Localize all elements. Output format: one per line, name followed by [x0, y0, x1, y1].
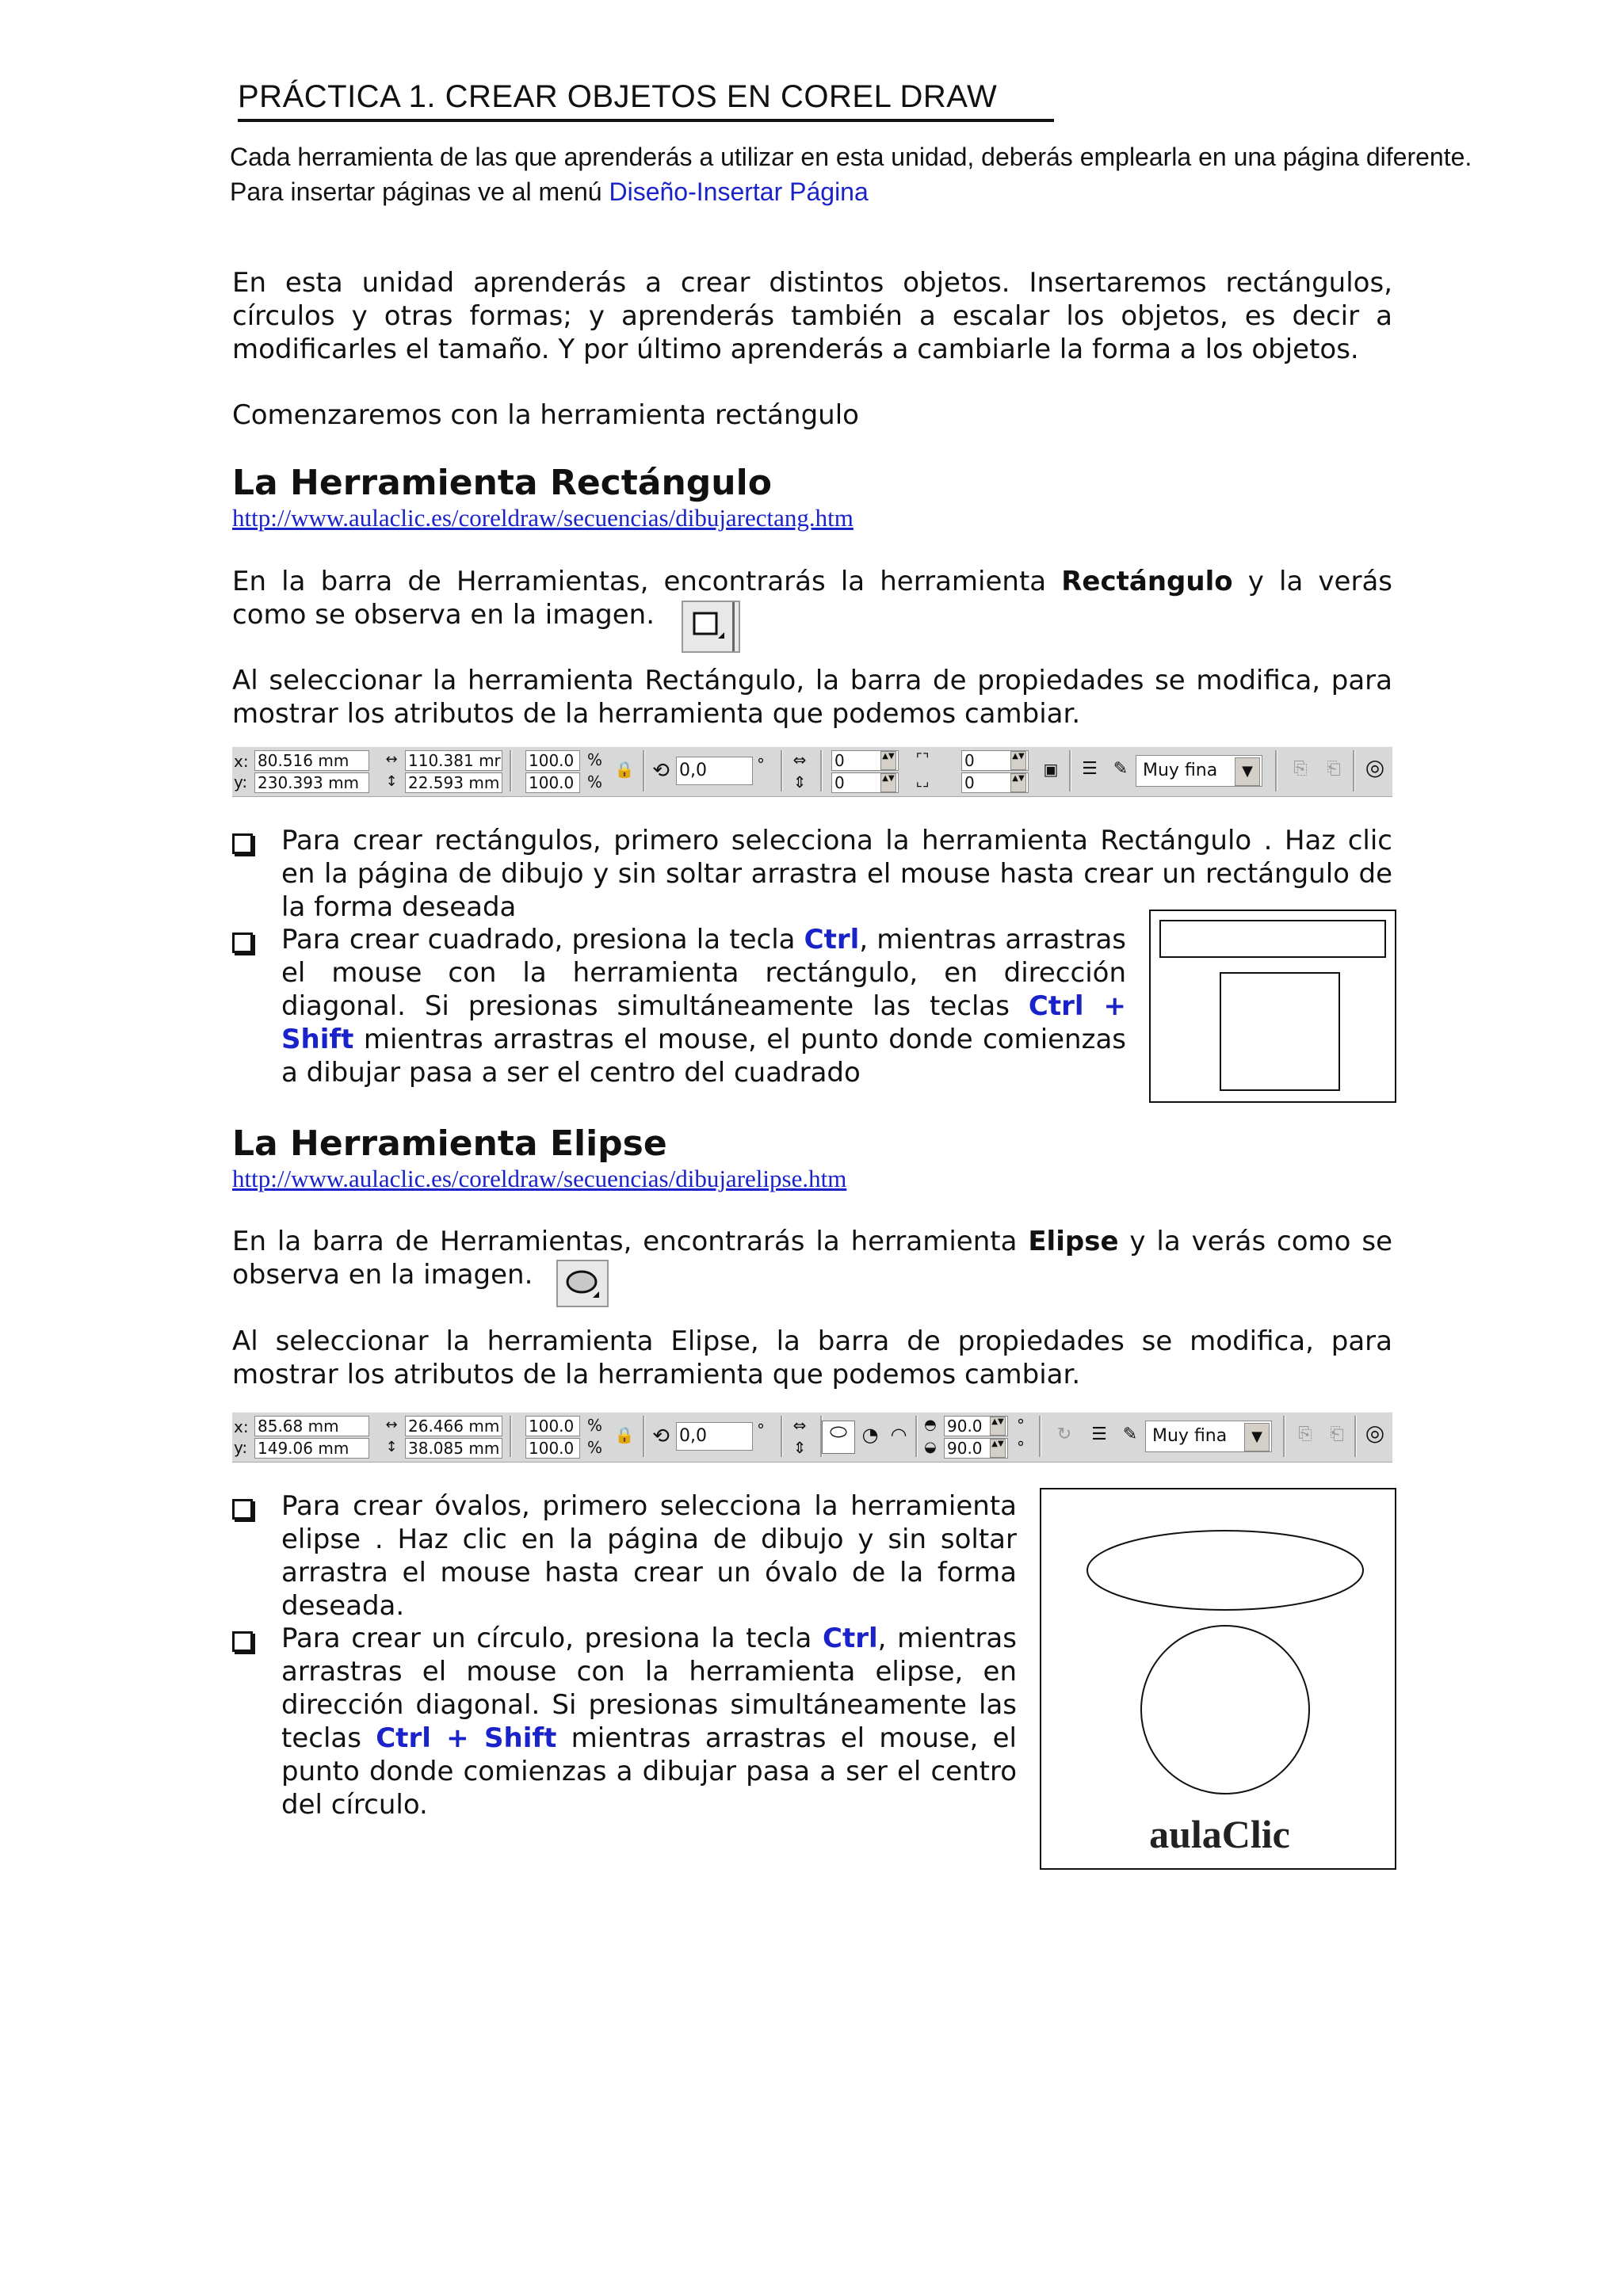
rect-x-label: x: — [234, 752, 249, 771]
ell-y-label: y: — [234, 1438, 248, 1457]
checkbox-bullet-icon — [232, 1631, 253, 1652]
pen-outline-icon: ✎ — [1122, 1425, 1138, 1444]
text-wrap-icon[interactable]: ☰ — [1082, 759, 1098, 779]
corner-bottom-left-input[interactable]: 0 — [831, 772, 899, 793]
separator — [1275, 750, 1277, 791]
spin-arrows-icon[interactable]: ▲▼ — [1010, 751, 1026, 770]
spin-arrows-icon[interactable]: ▲▼ — [1010, 773, 1026, 792]
end-angle-input[interactable]: 90.0 — [944, 1438, 1008, 1459]
spin-arrows-icon[interactable]: ▲▼ — [880, 751, 896, 770]
ell-x-input[interactable]: 85.68 mm — [254, 1416, 369, 1436]
rectangle-paragraph-1 — [232, 565, 1392, 631]
ctrl-shift-keys: Ctrl + Shift — [376, 1722, 557, 1754]
checkbox-bullet-icon — [232, 833, 253, 854]
aulaclic-logo: aulaClic — [1149, 1812, 1290, 1856]
convert-outline-icon[interactable]: ⎗ — [1330, 1425, 1344, 1444]
lock-ratio-icon[interactable]: 🔒 — [614, 1425, 635, 1444]
ellipse-url-link[interactable]: http://www.aulaclic.es/coreldraw/secuencias/dibujarelipse.htm — [232, 1165, 847, 1192]
ctrl-key: Ctrl — [823, 1623, 878, 1654]
rectangle-p1-text-a: En la barra de Herramientas, encontrarás la herramienta — [232, 566, 1062, 597]
checkbox-bullet-icon — [232, 1499, 253, 1520]
separator — [781, 750, 783, 791]
convert-to-curves-icon[interactable]: ⎘ — [1293, 759, 1308, 779]
intro-line-2-text: Para insertar páginas ve al menú — [230, 177, 609, 206]
ellipse-p1-text-a: En la barra de Herramientas, encontrarás la herramienta — [232, 1226, 1029, 1257]
ctrl-key: Ctrl — [804, 924, 860, 955]
rectangle-url-link[interactable]: http://www.aulaclic.es/coreldraw/secuencias/dibujarectang.htm — [232, 504, 854, 532]
rect-bullet2-text-c: mientras arrastras el mouse, el punto donde comienzas a dibujar pasa a ser el centro del cuadrado — [281, 1024, 1126, 1089]
degree-label: ° — [1017, 1438, 1025, 1457]
round-corners-together-icon[interactable]: ▣ — [1043, 760, 1059, 779]
rectangle-paragraph-2: Al seleccionar la herramienta Rectángulo, la barra de propiedades se modifica, para mostrar los atributos de la herramienta que podemos cambiar. — [232, 665, 1392, 730]
rectangle-bullet-1: Para crear rectángulos, primero selecciona la herramienta Rectángulo . Haz clic en la página de dibujo y sin soltar arrastra el mouse hasta crear un rectángulo de la forma deseada — [281, 825, 1392, 923]
corner-round-icon: ⌜⌝ — [915, 751, 930, 768]
separator — [643, 750, 645, 791]
rect-height-input[interactable]: 22.593 mm — [405, 772, 502, 793]
ellipse-paragraph-1 — [232, 1225, 1392, 1291]
ell-height-input[interactable]: 38.085 mm — [405, 1438, 502, 1459]
change-direction-icon[interactable]: ↻ — [1056, 1425, 1072, 1444]
height-icon: ↕ — [385, 773, 398, 790]
mirror-horizontal-icon[interactable]: ⇔ — [792, 750, 807, 769]
degree-label: ° — [757, 755, 765, 774]
ell-y-input[interactable]: 149.06 mm — [254, 1438, 369, 1459]
ell-x-label: x: — [234, 1417, 249, 1436]
mirror-vertical-icon[interactable]: ⇕ — [792, 1438, 807, 1457]
ell-bullet2-text-c: mientras arrastras el mouse, el punto donde comienzas a dibujar pasa a ser el centro del círculo. — [281, 1722, 1017, 1821]
pen-outline-icon: ✎ — [1113, 759, 1128, 779]
pie-mode-icon[interactable]: ◔ — [861, 1424, 879, 1446]
separator — [643, 1416, 645, 1457]
separator — [1353, 750, 1355, 791]
separator — [820, 750, 823, 791]
degree-label: ° — [757, 1421, 765, 1440]
ellipse-heading: La Herramienta Elipse — [232, 1123, 667, 1164]
ell-width-input[interactable]: 26.466 mm — [405, 1416, 502, 1436]
overview-start: Comenzaremos con la herramienta rectángulo — [232, 399, 859, 431]
ell-scale-y-input[interactable]: 100.0 — [525, 1438, 580, 1459]
separator — [510, 1416, 512, 1457]
intro-line-1: Cada herramienta de las que aprenderás a utilizar en esta unidad, deberás emplearla en una página diferente. — [230, 143, 1472, 171]
overview-paragraph: En esta unidad aprenderás a crear distintos objetos. Insertaremos rectángulos, círculos y otras formas; y aprenderás también a escalar los objetos, es decir a modificarles el tamaño. Y por último aprenderás a cambiarle la forma a los objetos. — [232, 267, 1392, 365]
ell-rotation-input[interactable]: 0,0 — [676, 1422, 753, 1451]
outline-width-value: Muy fina — [1143, 761, 1218, 780]
rect-scale-y-input[interactable]: 100.0 — [525, 772, 580, 793]
spin-arrows-icon[interactable]: ▲▼ — [990, 1417, 1006, 1436]
height-icon: ↕ — [385, 1439, 398, 1455]
rectangle-property-bar — [232, 746, 1392, 797]
separator — [510, 750, 512, 791]
rect-y-input[interactable]: 230.393 mm — [254, 772, 369, 793]
separator — [781, 1416, 783, 1457]
ellipse-bullet-1: Para crear óvalos, primero selecciona la herramienta elipse . Haz clic en la página de dibujo y sin soltar arrastra el mouse hasta crear un óvalo de la forma deseada. — [281, 1490, 1017, 1622]
ellipse-property-bar — [232, 1412, 1392, 1463]
insert-page-menu-link[interactable]: Diseño-Insertar Página — [609, 177, 869, 206]
spin-arrows-icon[interactable]: ▲▼ — [990, 1439, 1006, 1458]
separator — [1354, 1416, 1357, 1457]
percent-label: % — [587, 1416, 603, 1435]
spin-arrows-icon[interactable]: ▲▼ — [880, 773, 896, 792]
ellipse-mode-icon[interactable]: ⬭ — [822, 1421, 855, 1454]
ellipse-tool-name: Elipse — [1028, 1226, 1119, 1257]
separator — [1069, 750, 1071, 791]
ell-scale-x-input[interactable]: 100.0 — [525, 1416, 580, 1436]
rect-scale-x-input[interactable]: 100.0 — [525, 750, 580, 771]
rect-bullet2-text-b: , mientras arrastras el mouse con la herramienta rectángulo, en dirección diagonal. Si presionas simultáneamente las teclas — [281, 924, 1126, 1022]
shape-node-icon[interactable]: ◎ — [1365, 1420, 1385, 1446]
outline-width-select[interactable] — [1145, 1421, 1272, 1452]
rectangle-p1-text-b: y la verás como se observa en la imagen. — [232, 566, 1392, 631]
chevron-down-icon[interactable]: ▼ — [1235, 757, 1260, 786]
ctrl-shift-keys: Ctrl + Shift — [281, 990, 1126, 1055]
rectangle-tool-name: Rectángulo — [1061, 566, 1233, 597]
rectangle-tool-icon — [682, 601, 740, 653]
degree-label: ° — [1017, 1416, 1025, 1435]
intro-line-2 — [230, 177, 869, 207]
mirror-vertical-icon[interactable]: ⇕ — [792, 772, 807, 791]
ellipse-paragraph-2: Al seleccionar la herramienta Elipse, la barra de propiedades se modifica, para mostrar los atributos de la herramienta que podemos cambiar. — [232, 1325, 1392, 1390]
shape-node-icon[interactable]: ◎ — [1365, 754, 1385, 780]
corner-bottom-right-input[interactable]: 0 — [961, 772, 1029, 793]
ellipse-example-figure — [1040, 1488, 1396, 1870]
text-wrap-icon[interactable]: ☰ — [1091, 1425, 1107, 1444]
rectangle-bullet-2 — [281, 923, 1126, 1089]
end-angle-icon: ◒ — [924, 1439, 937, 1455]
percent-label: % — [587, 1438, 603, 1457]
lock-ratio-icon[interactable]: 🔒 — [614, 760, 635, 779]
arc-mode-icon[interactable]: ◠ — [890, 1424, 907, 1446]
start-angle-icon: ◓ — [924, 1417, 937, 1433]
ell-bullet2-text-a: Para crear un círculo, presiona la tecla — [281, 1623, 823, 1654]
start-angle-input[interactable]: 90.0 — [944, 1416, 1008, 1436]
outline-width-value: Muy fina — [1152, 1426, 1228, 1446]
rect-y-label: y: — [234, 772, 248, 791]
rect-width-input[interactable]: 110.381 mr — [405, 750, 502, 771]
rect-bullet2-text-a: Para crear cuadrado, presiona la tecla — [281, 924, 804, 955]
ellipse-bullet-2 — [281, 1622, 1017, 1821]
corner-top-right-input[interactable]: 0 — [961, 750, 1029, 771]
rotate-icon: ⟲ — [652, 759, 670, 783]
rect-x-input[interactable]: 80.516 mm — [254, 750, 369, 771]
separator — [1283, 1416, 1285, 1457]
title-underline — [238, 119, 1054, 122]
checkbox-bullet-icon — [232, 933, 253, 953]
page-title: PRÁCTICA 1. CREAR OBJETOS EN COREL DRAW — [238, 79, 998, 114]
rectangle-heading: La Herramienta Rectángulo — [232, 463, 772, 503]
rotate-icon: ⟲ — [652, 1425, 670, 1448]
rectangle-example-figure — [1149, 910, 1396, 1103]
percent-label: % — [587, 750, 603, 769]
ell-bullet2-text-b: , mientras arrastras el mouse con la herramienta elipse, en dirección diagonal. Si presionas simultáneamente las teclas — [281, 1623, 1017, 1754]
width-icon: ↔ — [385, 751, 398, 768]
rect-rotation-input[interactable]: 0,0 — [676, 757, 753, 785]
separator — [1039, 1416, 1041, 1457]
ellipse-tool-icon — [556, 1260, 609, 1307]
outline-width-select[interactable] — [1136, 755, 1262, 787]
chevron-down-icon[interactable]: ▼ — [1244, 1423, 1270, 1451]
convert-to-curves-icon[interactable]: ⎘ — [1298, 1425, 1312, 1444]
corner-round-icon: ⌞⌟ — [915, 773, 930, 790]
convert-outline-icon[interactable]: ⎗ — [1327, 759, 1341, 779]
width-icon: ↔ — [385, 1417, 398, 1433]
ellipse-p1-text-b: y la verás como se observa en la imagen. — [232, 1226, 1393, 1291]
percent-label: % — [587, 772, 603, 791]
corner-top-left-input[interactable]: 0 — [831, 750, 899, 771]
mirror-horizontal-icon[interactable]: ⇔ — [792, 1416, 807, 1435]
separator — [915, 1416, 918, 1457]
